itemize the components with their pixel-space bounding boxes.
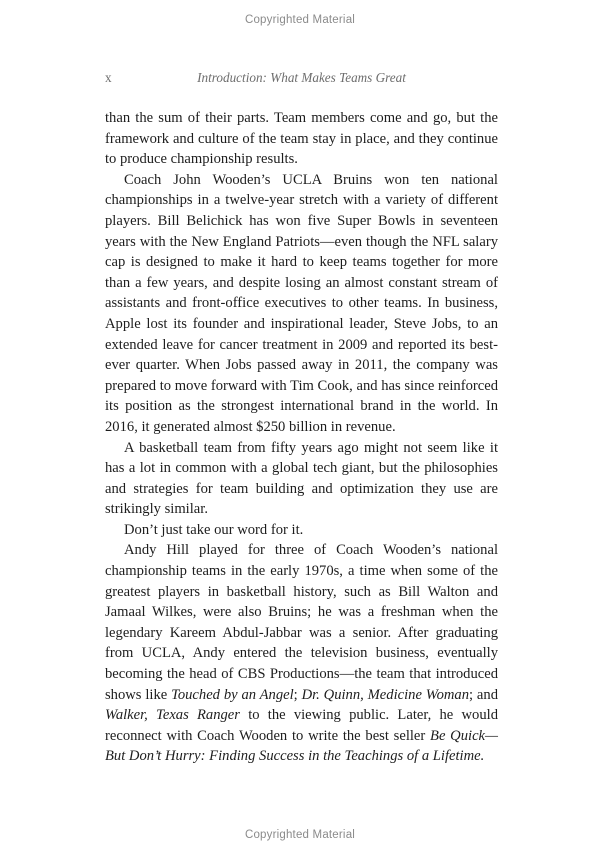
- paragraph: [105, 438, 498, 520]
- paragraph: [105, 520, 498, 541]
- show-title: Walker, Texas Ranger: [105, 707, 240, 724]
- copyright-notice-bottom: Copyrighted Material: [244, 829, 356, 841]
- paragraph-text: A basketball team from fifty years ago might not seem like it has a lot in common with a global tech giant, but the philosophies and strategies for team building and optimization they use are strikingly similar.: [105, 439, 498, 518]
- show-title: Dr. Quinn, Medicine Woman: [301, 686, 470, 703]
- book-title: Be Quick—But Don’t Hurry: Finding Success in the Teachings of a Lifetime.: [105, 727, 498, 765]
- paragraph-text: than the sum of their parts. Team members come and go, but the framework and culture of the team stay in place, and they continue to produce championship results.: [105, 110, 498, 168]
- running-header: [105, 70, 498, 88]
- paragraph-text: Don’t just take our word for it.: [124, 521, 304, 538]
- paragraph-text: ; and: [469, 686, 499, 703]
- paragraph-text: to the viewing public. Later, he would reconnect with Coach Wooden to write the best seller: [105, 707, 498, 744]
- chapter-title: Introduction: What Makes Teams Great: [197, 70, 406, 85]
- show-title: Touched by an Angel: [171, 686, 294, 703]
- paragraph-text: Andy Hill played for three of Coach Wooden’s national championship teams in the early 1970s, a time when some of the greatest players in basketball history, such as Bill Walton and Jamaal Wilkes, were also Bruins; he was a freshman when the legendary Kareem Abdul-Jabbar was a senior. After graduating from UCLA, Andy entered the television business, eventually becoming the head of CBS Productions—the team that introduced shows like: [105, 542, 498, 703]
- paragraph-text: Coach John Wooden’s UCLA Bruins won ten national championships in a twelve-year stretch with a variety of different players. Bill Belichick has won five Super Bowls in seventeen years with the New England Patriots—even though the NFL salary cap is designed to make it hard to keep teams together for more than a few years, and despite losing an almost constant stream of assistants and front-office executives to other teams. In business, Apple lost its founder and inspirational leader, Steve Jobs, to an extended leave for cancer treatment in 2009 and reported its best-ever quarter. When Jobs passed away in 2011, the company was prepared to move forward with Tim Cook, and has since reinforced its position as the strongest international brand in the world. In 2016, it generated almost $250 billion in revenue.: [105, 171, 498, 435]
- page-number: x: [105, 70, 112, 85]
- copyright-notice-top: Copyrighted Material: [244, 14, 356, 26]
- paragraph: [105, 170, 498, 438]
- paragraph: [105, 108, 498, 170]
- paragraph-text: ;: [293, 686, 302, 703]
- body-text: [105, 108, 498, 767]
- paragraph: [105, 540, 498, 767]
